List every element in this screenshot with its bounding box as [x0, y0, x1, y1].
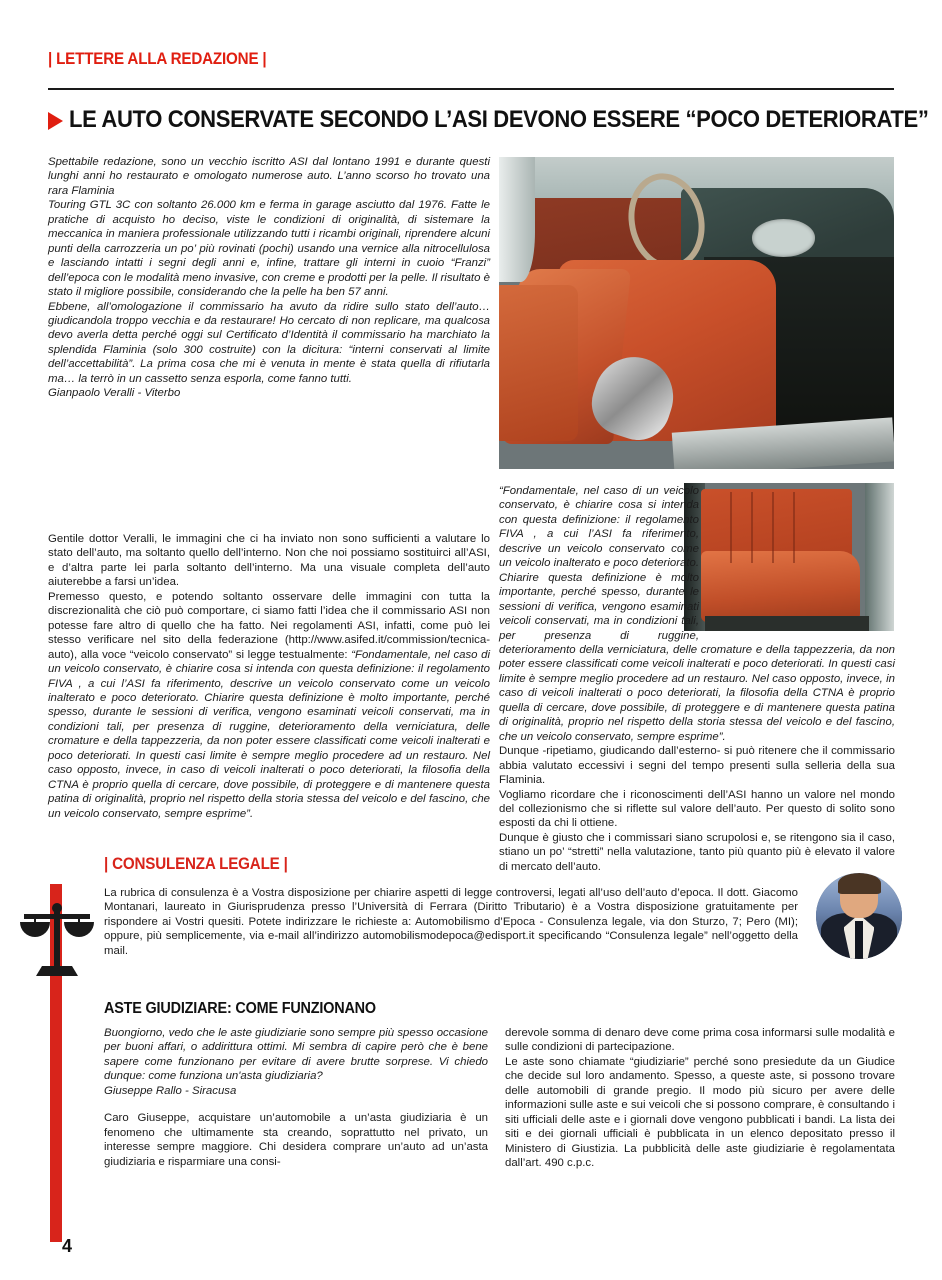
aste-left-column: [104, 1026, 488, 1169]
aste-right-column: [505, 1026, 895, 1171]
reply-paragraph-1: Gentile dottor Veralli, le immagini che ci ha inviato non sono sufficienti a valutare lo stato dell’auto, ma soltanto quello dell’interno. Non che noi possiamo sostituirci all’ASI, e d’altra parte lei parla soltanto dell’interno. Ma una visuale completa dell’auto aiuterebbe a farsi un’idea.: [48, 533, 490, 589]
reply-paragraph-3: Dunque -ripetiamo, giudicando dall’esterno- si può ritenere che il commissario abbia valutato eccessivi i segni del tempo presenti sulla selleria della sua Flaminia.: [499, 745, 895, 787]
reply-paragraph-5: Dunque è giusto che i commissari siano scrupolosi e, se ritengono sia il caso, stiano un po’ “stretti” nella valutazione, tanto più quanto più è elevato il valore di mercato dell’auto.: [499, 831, 895, 873]
legal-intro-paragraph: La rubrica di consulenza è a Vostra disposizione per chiarire aspetti di legge controversi, legati all’uso dell’auto d’epoca. Il dott. Giacomo Montanari, laureato in Giurisprudenza presso l’Università di Ferrara (Diritto Tributario) è a Vostra disposizione gratuitamente per rispondere ai Vostri quesiti. Potete indirizzare le richieste a: Automobilismo d’Epoca - Consulenza legale, via don Sturzo, 7; Pero (MI); oppure, più semplicemente, via e-mail all’indirizzo automobilismodepoca@edisport.it specificando “Consulenza legale” nell’oggetto della mail.: [104, 887, 798, 957]
reply-paragraph-2: [48, 590, 490, 821]
letter-paragraph-1: Spettabile redazione, sono un vecchio iscritto ASI dal lontano 1991 e durante questi lunghi anni ho restaurato e omologato numerose auto. L’anno scorso ho trovato una rara Flaminia: [48, 156, 490, 197]
legal-intro-text: [104, 886, 894, 960]
legal-section-kicker: | CONSULENZA LEGALE |: [104, 855, 288, 873]
aste-heading: ASTE GIUDIZIARE: COME FUNZIONANO: [104, 1000, 376, 1017]
aste-answer-left: Caro Giuseppe, acquistare un’automobile a un’asta giudiziaria è un fenomeno che ultimamente sta creando, soprattutto nel privato, un interesse sempre maggiore. Chi desidera comprare un’auto ad un’asta giudiziaria e risparmiare una consi-: [104, 1112, 488, 1168]
reply-paragraph-4: Vogliamo ricordare che i riconoscimenti dell’ASI hanno un valore nel mondo del collezionismo che si riflette sul valore dell’auto. Per questo di solito sono esposti da chi li ottiene.: [499, 788, 895, 830]
play-triangle-icon: [48, 112, 63, 130]
scales-of-justice-icon: [18, 896, 96, 982]
headline-row: [48, 106, 929, 134]
editor-reply-left: [48, 519, 490, 821]
section-kicker: | LETTERE ALLA REDAZIONE |: [48, 50, 267, 68]
reply-quote-text: “Fondamentale, nel caso di un veicolo conservato, è chiarire cosa si intenda con questa definizione: il regolamento FIVA , a cui l’ASI fa riferimento, descrive un veicolo conservato come un veicolo inalterato e poco deteriorato. Chiarire questa definizione è molto importante, perché spesso, durante le sessioni di verifica, vengono esaminati veicoli conservati, ma in condizioni tali, per presenza di ruggine, deterioramento della verniciatura, delle cromature e della tappezzeria, da non poter essere classificati come veicoli inalterati e poco deteriorati. In questi casi limite è sempre meglio procedere ad un restauro. Nel caso opposto, invece, in caso di veicoli inalterati o poco deteriorati, la filosofia della CTNA è proprio quella di cercare, dove possibile, di proteggere e di mantenere questa patina di originalità, proprio nel rispetto della storia stessa del veicolo e del fascino, che un veicolo conservato, sempre esprime”.: [48, 648, 490, 820]
aste-signature: Giuseppe Rallo - Siracusa: [104, 1084, 237, 1097]
car-interior-front-photo: [499, 157, 894, 469]
letter-paragraph-3: Ebbene, all’omologazione il commissario ha avuto da ridire sullo stato dell’auto… giudicandola troppo vecchia e da restaurare! Ho cercato di non replicare, ma qualcosa devo averla detta perché oggi sul Certificato d’Identità il commissario ha marchiato la splendida Flaminia (solo 300 costruite) con la dicitura: “interni conservati al limite dell’accettabilità”. La prima cosa che mi è venuta in mente è stata quella di rifiutarla ma… la terrò in un cassetto senza esporla, come fanno tutti.: [48, 300, 490, 385]
page-number: 4: [62, 1236, 73, 1256]
page-title: LE AUTO CONSERVATE SECONDO L’ASI DEVONO ESSERE “POCO DETERIORATE”: [69, 106, 929, 133]
kicker-rule: [48, 88, 894, 90]
reply-paragraph-2-text: Premesso questo, e potendo soltanto osservare delle immagini con tutta la discrezionalità che ciò può comportare, ci siamo fatti l’idea che il commissario ASI non potesse fare altro di quello che ha fatto. Nei regolamenti ASI, infatti, come può lei stesso verificare nel sito della federazione (http://www.asifed.it/commission/tecnica-auto), alla voce “veicolo conservato” si legge testualmente:: [48, 590, 490, 661]
reader-letter: [48, 155, 490, 401]
editor-reply-right: [499, 484, 895, 874]
aste-answer-right-1: derevole somma di denaro deve come prima cosa informarsi sulle modalità e sulle condizioni di partecipazione.: [505, 1027, 895, 1054]
reply-quote-continued: “Fondamentale, nel caso di un veicolo conservato, è chiarire cosa si intenda con questa definizione: il regolamento FIVA , a cui l’ASI fa riferimento, descrive un veicolo conservato come un veicolo inalterato e poco deteriorato. Chiarire questa definizione è molto importante, perché spesso, durante le sessioni di verifica, vengono esaminati veicoli conservati, ma in condizioni tali, per presenza di ruggine, deterioramento della verniciatura, delle cromature e della tappezzeria, da non poter essere classificati come veicoli inalterati e poco deteriorati. In questi casi limite è sempre meglio procedere ad un restauro. Nel caso opposto, invece, in caso di veicoli inalterati o poco deteriorati, la filosofia della CTNA è proprio quella di cercare, dove possibile, di proteggere e di mantenere questa patina di originalità, proprio nel rispetto della storia stessa del veicolo e del fascino, che un veicolo conservato, sempre esprime”.: [499, 485, 895, 743]
photo-text-wrap-spacer: [699, 484, 895, 636]
portrait-text-wrap-spacer: [798, 886, 894, 960]
letter-paragraph-2: Touring GTL 3C con soltanto 26.000 km e ferma in garage asciutto dal 1976. Fatte le pratiche di acquisto ho deciso, viste le condizioni di originalità, di sistemare la meccanica in maniera professionale utilizzando tutti i ricambi originali, riprendere alcuni punti della carrozzeria un po’ più rovinati (pochi) usando una vernice alla nitrocellulosa e lasciando intatti i segni degli anni e, infine, trattare gli interni in cuoio “Franzi” dell’epoca con le modalità meno invasive, con creme e prodotti per la pelle. Il risultato è stato il migliore possibile, considerando che la pelle ha ben 57 anni.: [48, 199, 490, 299]
aste-question: Buongiorno, vedo che le aste giudiziarie sono sempre più spesso occasione per buoni affari, o addirittura ottimi. Mi sembra di capire però che è bene sapere come funzionano per evitare di avere brutte sorprese. Vi chiedo dunque: come funziona un'asta giudiziaria?: [104, 1027, 488, 1083]
aste-answer-right-2: Le aste sono chiamate “giudiziarie” perché sono presiedute da un Giudice che decide sul loro andamento. Spesso, a queste aste, si possono trovare delle automobili di grande pregio. Il modo più sicuro per avere delle informazioni sulle aste e sui veicoli che si possono comprare, è consultando i siti ufficiali delle aste e i giornali dove vengono pubblicati i bandi. La lista dei siti e dei giornali ufficiali è pubblicata in un elenco depositato presso il Ministero di Giustizia. La pubblicità delle aste giudiziarie è regolamentata dall’art. 490 c.p.c.: [505, 1055, 895, 1170]
letter-signature: Gianpaolo Veralli - Viterbo: [48, 387, 181, 400]
